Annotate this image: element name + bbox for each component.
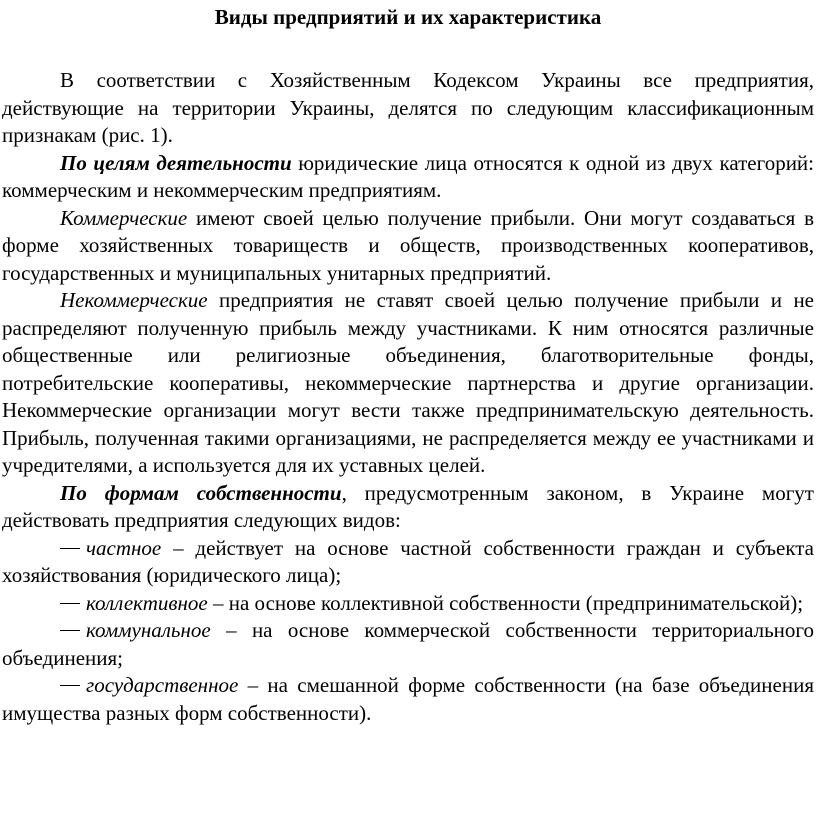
list-item [2,535,814,590]
dash-bullet-icon [60,630,80,631]
paragraph-commercial [2,205,814,288]
list-item-text: – действует на основе частной собственности граждан и субъекта хозяйствования (юридического лица); [2,535,814,587]
paragraph-ownership [2,480,814,535]
list-item-text: – на смешанной форме собственности (на базе объединения имущества разных форм собственности). [2,673,814,725]
paragraph-noncommercial [2,287,814,480]
ownership-text: , предусмотренным законом, в Украине могут действовать предприятия следующих видов: [2,480,814,532]
list-item [2,672,814,727]
document-body [2,67,814,727]
intro-text: В соответствии с Хозяйственным Кодексом Украины все предприятия, действующие на территории Украины, делятся по следующим классификационным признакам (рис. 1). [2,68,814,147]
list-item-text: – на основе коммерческой собственности территориального объединения; [2,618,814,670]
paragraph-intro [2,67,814,150]
list-item-term: частное [86,535,162,560]
list-item [2,617,814,672]
goals-lead: По целям деятельности [60,150,292,175]
noncommercial-text: предприятия не ставят своей целью получение прибыли и не распределяют полученную прибыль между участниками. К ним относятся различные общественные или религиозные объединения, благотворительные фонды, потребительские кооперативы, некоммерческие партнерства и другие организации. Некоммерческие организации могут вести также предпринимательскую деятельность. Прибыль, полученная такими организациями, не распределяется между ее участниками и учредителями, а используется для их уставных целей. [2,288,814,477]
list-item-term: коммунальное [86,618,211,642]
document-title: Виды предприятий и их характеристика [214,5,602,29]
dash-bullet-icon [60,548,80,549]
commercial-text: имеют своей целью получение прибыли. Они могут создаваться в форме хозяйственных товариществ и обществ, производственных кооперативов, государственных и муниципальных унитарных предприятий. [2,205,814,285]
ownership-lead: По формам собственности [60,480,342,505]
paragraph-goals [2,150,814,205]
list-item [2,590,814,618]
goals-text: юридические лица относятся к одной из двух категорий: коммерческим и некоммерческим предприятиям. [2,150,815,202]
dash-bullet-icon [60,685,80,686]
list-item-term: коллективное [86,590,208,615]
dash-bullet-icon [60,603,80,604]
commercial-lead: Коммерческие [60,205,188,230]
noncommercial-lead: Некоммерческие [60,288,208,312]
list-item-term: государственное [86,673,239,697]
list-item-text: – на основе коллективной собственности (предпринимательской); [207,590,804,615]
